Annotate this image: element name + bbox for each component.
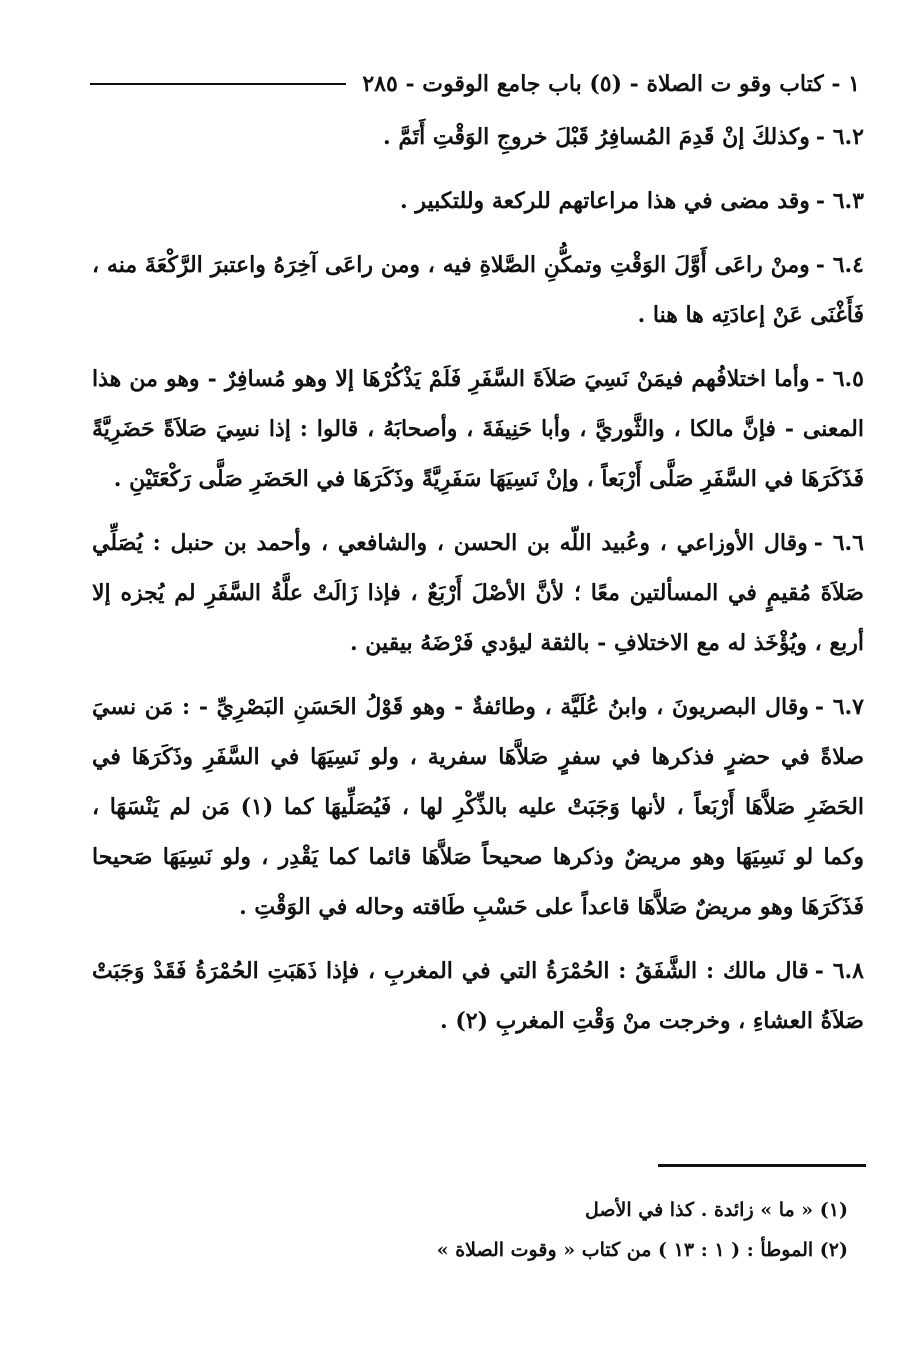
paragraph-604 (92, 240, 864, 340)
footnote-2: (٢) الموطأ : ( ١ : ١٣ ) من كتاب « وقوت الصلاة » (436, 1239, 848, 1261)
paragraph-number: ٦.٢ - (815, 124, 864, 150)
paragraph-607 (92, 682, 864, 932)
paragraph-606 (92, 518, 864, 668)
paragraph-number: ٦.٧ - (814, 694, 864, 720)
paragraph-number: ٦.٣ - (815, 188, 864, 214)
paragraph-text: وأما اختلافُهم فيمَنْ نَسِيَ صَلاَةَ السَّفَرِ فَلَمْ يَذْكُرْهَا إلا وهو مُسافِرٌ - وهو من هذا المعنى - فإنَّ مالكا ، والثَّوريَّ ، وأبا حَنِيفَةَ ، وأصحابَهُ ، قالوا : إذا نسِيَ صَلاَةً حَضَرِيَّةً فَذَكَرَهَا في السَّفَرِ صَلَّى أَرْبَعاً ، وإنْ نَسِيَهَا سَفَرِيَّةً وذَكَرَهَا في الحَضَرِ صَلَّى رَكْعَتَيْنِ . (92, 366, 864, 492)
paragraph-number: ٦.٤ - (815, 252, 864, 278)
footnote-1: (١) « ما » زائدة . كذا في الأصل (585, 1199, 848, 1221)
paragraph-603 (92, 176, 864, 226)
paragraph-text: وقال الأوزاعي ، وعُبيد اللّه بن الحسن ، والشافعي ، وأحمد بن حنبل : يُصَلِّي صَلاَةَ مُقيمٍ في المسألتين معًا ؛ لأنَّ الأصْلَ أَرْبَعٌ ، فإذا زَالَتْ علَّةُ السَّفَرِ لم يُجزه إلا أربع ، ويُؤْخَذ له مع الاختلافِ - بالثقة ليؤدي فَرْضَهُ بيقين . (92, 530, 864, 656)
paragraph-text: وكذلكَ إنْ قَدِمَ المُسافِرُ قَبْلَ خروجِ الوَقْتِ أَتَمَّ . (383, 124, 810, 150)
footnote-divider (658, 1164, 866, 1167)
paragraph-number: ٦.٥ - (815, 366, 864, 392)
paragraph-number: ٦.٨ - (814, 958, 864, 984)
paragraph-text: وقال البصريونَ ، وابنُ عُلَيَّة ، وطائفةٌ - وهو قَوْلُ الحَسَنِ البَصْرِيِّ - : مَن نسيَ صلاةً في حضرٍ فذكرها في سفرٍ صَلاَّهَا سفرية ، ولو نَسِيَهَا في السَّفَرِ وذَكَرَهَا في الحَضَرِ صَلاَّهَا أَرْبَعاً ، لأنها وَجَبَتْ عليه بالذِّكْرِ لها ، فَيُصَلِّيهَا كما (١) مَن لم يَنْسَهَا ، وكما لو نَسِيَهَا وهو مريضٌ وذكرها صحيحاً صَلاَّهَا قائما كما يَقْدِر ، ولو نَسِيَهَا صَحيحا فَذَكَرَهَا وهو مريضٌ صَلاَّهَا قاعداً على حَسْبِ طَاقته وحاله في الوَقْتِ . (92, 694, 864, 920)
header-rule (90, 83, 346, 85)
paragraph-605 (92, 354, 864, 504)
paragraph-number: ٦.٦ - (813, 530, 864, 556)
paragraph-608 (92, 946, 864, 1046)
main-text (92, 112, 864, 1060)
paragraph-text: قال مالك : الشَّفَقُ : الحُمْرَةُ التي في المغربِ ، فإذا ذَهَبَتِ الحُمْرَةُ فَقَدْ وَجَبَتْ صَلاَةُ العشاءِ ، وخرجت منْ وَقْتِ المغربِ (٢) . (92, 958, 864, 1034)
paragraph-text: وقد مضى في هذا مراعاتهم للركعة وللتكبير . (400, 188, 810, 214)
paragraph-602 (92, 112, 864, 162)
footnotes (300, 1190, 848, 1270)
page-header (90, 64, 860, 104)
paragraph-text: ومنْ راعَى أَوَّلَ الوَقْتِ وتمكُّنِ الصَّلاةِ فيه ، ومن راعَى آخِرَهُ واعتبرَ الرَّكْعَةَ منه ، فَأَغْنَى عَنْ إعادَتِه ها هنا . (92, 252, 864, 328)
running-title: ١ - كتاب وقو ت الصلاة - (٥) باب جامع الوقوت - ٢٨٥ (362, 71, 860, 97)
